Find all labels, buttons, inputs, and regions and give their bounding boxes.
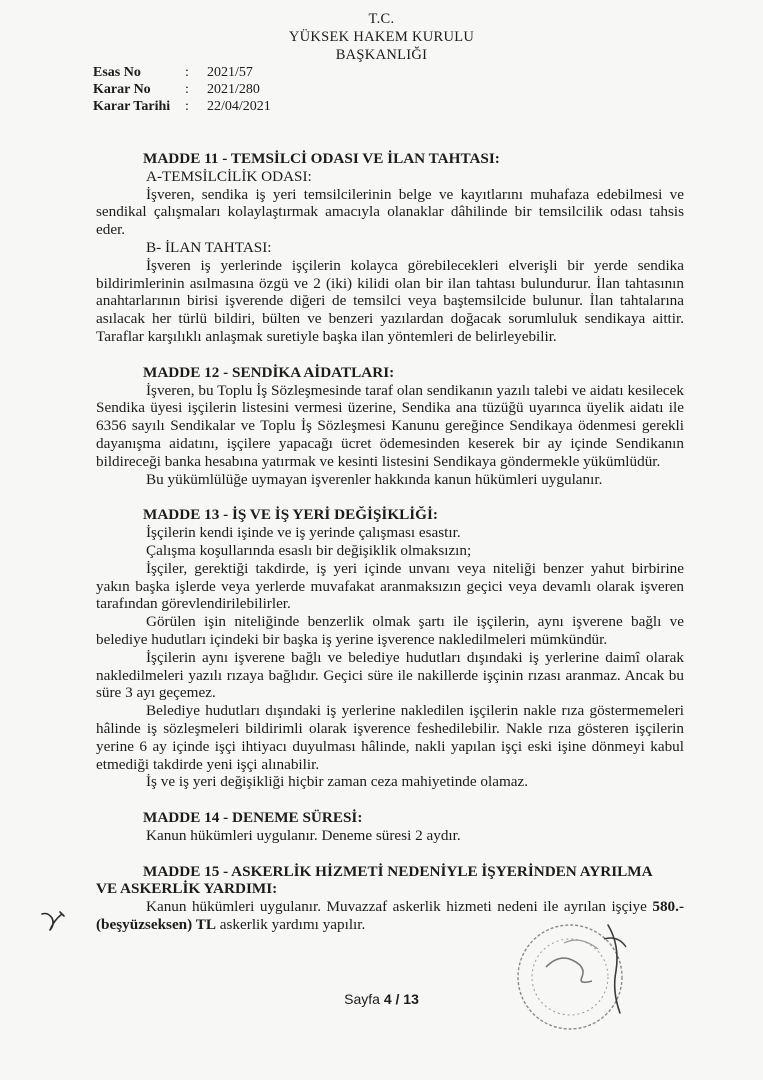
article-15-title-line-1: MADDE 15 - ASKERLİK HİZMETİ NEDENİYLE İŞYERİNDEN AYRILMA [143, 862, 653, 880]
reference-label: Karar No [93, 82, 151, 97]
reference-value: 2021/280 [207, 82, 260, 97]
article-12-para-1: İşveren, bu Toplu İş Sözleşmesinde taraf olan sendikanın yazılı talebi ve aidatı kesilecek Sendika üyesi işçilerin listesini vermesi üzerine, Sendika ana tüzüğü uyarınca üyelik aidatı ile 6356 sayılı Sendikalar ve Toplu İş Sözleşmesi Kanunu gereğince Sendikaya ödenmesi gerekli dayanışma aidatını, işçilere yapacağı ücret ödemesinden keserek bir ay içinde Sendikanın bildireceği banka hesabına yatırmak ve kesinti listesini Sendikaya göndermekle yükümlüdür. [96, 381, 684, 470]
header-line-tc: T.C. [368, 11, 395, 27]
page-current: 4 [383, 991, 392, 1007]
article-12-title: MADDE 12 - SENDİKA AİDATLARI: [143, 363, 395, 381]
reference-colon: : [185, 99, 189, 114]
page-total: 13 [403, 991, 419, 1007]
article-13-title: MADDE 13 - İŞ VE İŞ YERİ DEĞİŞİKLİĞİ: [143, 506, 438, 524]
reference-colon: : [185, 82, 189, 97]
article-13-para-2: Görülen işin niteliğinde benzerlik olmak şartı ile işçilerin, aynı işverene bağlı ve belediye hudutları içindeki bir başka iş yerine işverence nakledilmeleri mümkündür. [96, 613, 684, 648]
article-13-para-3: İşçilerin aynı işverene bağlı ve belediye hudutları dışındaki iş yerlerine daimî olarak nakledilmeleri yazılı rızaya bağlıdır. Geçici süre ile nakillerde işçinin rızası aranmaz. Ancak bu süre 3 ayı geçemez. [96, 648, 684, 702]
official-stamp-seal [508, 905, 648, 1045]
handwritten-initial-mark [38, 906, 68, 936]
article-13-para-1: İşçiler, gerektiği takdirde, iş yeri içinde unvanı veya niteliği benzer yahut birbirine yakın başka işlerde veya yerlerde muvafakat aranmaksızın geçici veya devamlı olarak işveren tarafından görevlendirilebilirler. [96, 559, 684, 613]
reference-value: 2021/57 [207, 65, 253, 80]
reference-colon: : [185, 65, 189, 80]
article-11-para-a: İşveren, sendika iş yeri temsilcilerinin belge ve kayıtlarını muhafaza edebilmesi ve sendikal çalışmaları kolaylaştırmak amacıyla olanaklar dâhilinde bir temsilcilik odası tahsis eder. [96, 185, 684, 239]
header-line-office: BAŞKANLIĞI [335, 47, 428, 63]
article-13-line-2: Çalışma koşullarında esaslı bir değişiklik olmaksızın; [146, 541, 472, 559]
article-11-para-b: İşveren iş yerlerinde işçilerin kolayca görebilecekleri elverişli bir yerde sendika bildirimlerinin asılmasına özgü ve 2 (iki) kilidi olan bir ilan tahtası bulundurur. İlan tahtasının anahtarlarının birisi işverende diğeri de temsilci veya baştemsilcide bulunur. İlan tahtalarına asılacak her türlü bildiri, bülten ve benzeri yazılardan doğacak sorumluluk sendikaya aittir. Taraflar karşılıklı anlaşmak suretiyle başka ilan yöntemleri de belirleyebilir. [96, 256, 684, 345]
reference-row-karar [93, 81, 271, 98]
article-14-title: MADDE 14 - DENEME SÜRESİ: [143, 809, 363, 827]
article-15-amount: 580.- [652, 898, 684, 916]
article-15-amount-words: (beşyüzseksen) TL [96, 916, 216, 934]
article-11-title: MADDE 11 - TEMSİLCİ ODASI VE İLAN TAHTASI: [143, 150, 500, 167]
header-line-institution: YÜKSEK HAKEM KURULU [288, 29, 475, 45]
reference-row-esas [93, 64, 271, 81]
article-15-title [96, 863, 684, 881]
article-11-sub-a: A-TEMSİLCİLİK ODASI: [146, 167, 312, 185]
article-11-sub-b: B- İLAN TAHTASI: [146, 238, 272, 256]
document-body [96, 150, 684, 934]
reference-block [93, 64, 271, 115]
article-15-para-tail: askerlik yardımı yapılır. [215, 916, 366, 934]
article-14-para: Kanun hükümleri uygulanır. Deneme süresi 2 aydır. [146, 826, 461, 844]
document-header [0, 10, 763, 64]
reference-label: Karar Tarihi [93, 99, 171, 114]
reference-value: 22/04/2021 [207, 99, 271, 114]
article-12-para-2: Bu yükümlülüğe uymayan işverenler hakkında kanun hükümleri uygulanır. [146, 470, 603, 488]
article-13-line-1: İşçilerin kendi işinde ve iş yerinde çalışması esastır. [146, 524, 461, 542]
reference-row-tarih [93, 98, 271, 115]
article-13-para-4: Belediye hudutları dışındaki iş yerlerine nakledilen işçilerin nakle rıza göstermemeleri hâlinde iş sözleşmeleri bildirimli olarak işverence feshedilebilir. Nakle rıza gösteren işçilerin yerine 6 ay içinde işçi ihtiyacı duyulması hâlinde, nakli yapılan işçi eski işine dönmeyi kabul etmediği takdirde yeni işçi alınabilir. [96, 702, 684, 773]
article-15-title-line-2: VE ASKERLİK YARDIMI: [96, 880, 278, 898]
page-footer [0, 991, 763, 1009]
page-separator: / [391, 991, 404, 1007]
article-13-para-5: İş ve iş yeri değişikliği hiçbir zaman ceza mahiyetinde olamaz. [146, 773, 529, 791]
article-15-para-text: Kanun hükümleri uygulanır. Muvazzaf askerlik hizmeti nedeni ile ayrılan işçiye [146, 898, 653, 916]
reference-label: Esas No [93, 65, 141, 80]
page-label: Sayfa [344, 991, 384, 1007]
